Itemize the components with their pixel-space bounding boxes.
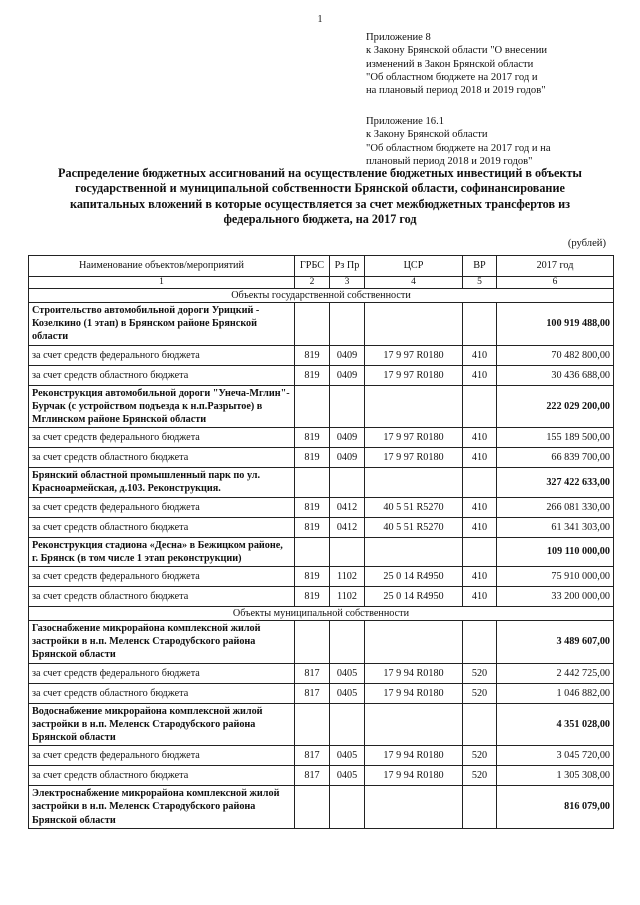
grbs-code: 819 [295, 428, 330, 448]
vr-code: 520 [463, 663, 497, 683]
funding-amount: 70 482 800,00 [497, 345, 614, 365]
funding-row [29, 663, 614, 683]
funding-label: за счет средств областного бюджета [29, 448, 295, 468]
funding-row [29, 766, 614, 786]
object-name: Газоснабжение микрорайона комплексной жилой застройки в н.п. Меленск Стародубского района Брянской области [29, 621, 295, 664]
object-total: 3 489 607,00 [497, 621, 614, 664]
empty-cell [295, 537, 330, 566]
funding-amount: 66 839 700,00 [497, 448, 614, 468]
funding-label: за счет средств областного бюджета [29, 766, 295, 786]
empty-cell [365, 703, 463, 746]
csr-code: 17 9 97 R0180 [365, 365, 463, 385]
funding-label: за счет средств федерального бюджета [29, 428, 295, 448]
funding-label: за счет средств областного бюджета [29, 587, 295, 607]
empty-cell [330, 786, 365, 829]
appendix-8-note [366, 31, 547, 97]
title-line: федерального бюджета, на 2017 год [223, 211, 417, 226]
vr-code: 410 [463, 517, 497, 537]
empty-cell [330, 385, 365, 428]
empty-cell [295, 468, 330, 497]
empty-cell [463, 537, 497, 566]
funding-amount: 1 305 308,00 [497, 766, 614, 786]
funding-label: за счет средств федерального бюджета [29, 567, 295, 587]
grbs-code: 817 [295, 746, 330, 766]
grbs-code: 819 [295, 567, 330, 587]
empty-cell [295, 621, 330, 664]
section-title: Объекты государственной собственности [29, 289, 614, 303]
funding-label: за счет средств областного бюджета [29, 517, 295, 537]
object-total: 100 919 488,00 [497, 303, 614, 346]
funding-label: за счет средств федерального бюджета [29, 663, 295, 683]
empty-cell [463, 703, 497, 746]
rzpr-code: 1102 [330, 587, 365, 607]
vr-code: 520 [463, 766, 497, 786]
page-number: 1 [317, 14, 323, 25]
funding-amount: 2 442 725,00 [497, 663, 614, 683]
empty-cell [365, 385, 463, 428]
csr-code: 17 9 94 R0180 [365, 663, 463, 683]
column-number: 3 [330, 277, 365, 289]
object-total: 222 029 200,00 [497, 385, 614, 428]
header-rzpr: Рз Пр [330, 256, 365, 277]
csr-code: 17 9 97 R0180 [365, 428, 463, 448]
vr-code: 410 [463, 365, 497, 385]
vr-code: 410 [463, 428, 497, 448]
empty-cell [463, 786, 497, 829]
rzpr-code: 0405 [330, 766, 365, 786]
funding-amount: 155 189 500,00 [497, 428, 614, 448]
section-title: Объекты муниципальной собственности [29, 607, 614, 621]
appendix-16-line: Приложение 16.1 [366, 116, 445, 127]
funding-row [29, 345, 614, 365]
funding-row [29, 448, 614, 468]
grbs-code: 819 [295, 587, 330, 607]
empty-cell [365, 537, 463, 566]
section-row [29, 607, 614, 621]
empty-cell [365, 303, 463, 346]
appendix-16-1-note [366, 115, 551, 168]
header-csr: ЦСР [365, 256, 463, 277]
funding-amount: 33 200 000,00 [497, 587, 614, 607]
grbs-code: 819 [295, 448, 330, 468]
funding-label: за счет средств федерального бюджета [29, 746, 295, 766]
empty-cell [295, 385, 330, 428]
vr-code: 410 [463, 567, 497, 587]
grbs-code: 819 [295, 517, 330, 537]
grbs-code: 819 [295, 497, 330, 517]
column-number: 1 [29, 277, 295, 289]
empty-cell [463, 385, 497, 428]
appendix-8-line: "Об областном бюджете на 2017 год и [366, 71, 538, 83]
vr-code: 520 [463, 746, 497, 766]
grbs-code: 817 [295, 766, 330, 786]
empty-cell [295, 303, 330, 346]
vr-code: 410 [463, 587, 497, 607]
rzpr-code: 0409 [330, 365, 365, 385]
header-year: 2017 год [497, 256, 614, 277]
header-vr: ВР [463, 256, 497, 277]
rzpr-code: 0409 [330, 345, 365, 365]
appendix-16-line: "Об областном бюджете на 2017 год и на [366, 142, 551, 154]
funding-row [29, 683, 614, 703]
funding-row [29, 365, 614, 385]
csr-code: 40 5 51 R5270 [365, 497, 463, 517]
funding-amount: 266 081 330,00 [497, 497, 614, 517]
funding-row [29, 567, 614, 587]
funding-label: за счет средств федерального бюджета [29, 345, 295, 365]
object-name: Брянский областной промышленный парк по ул. Красноармейская, д.103. Реконструкция. [29, 468, 295, 497]
vr-code: 410 [463, 448, 497, 468]
rzpr-code: 1102 [330, 567, 365, 587]
object-row [29, 468, 614, 497]
object-total: 109 110 000,00 [497, 537, 614, 566]
funding-row [29, 497, 614, 517]
rzpr-code: 0405 [330, 663, 365, 683]
empty-cell [330, 303, 365, 346]
object-name: Реконструкция стадиона «Десна» в Бежицком районе, г. Брянск (в том числе 1 этап реконструкции) [29, 537, 295, 566]
empty-cell [330, 703, 365, 746]
object-name: Электроснабжение микрорайона комплексной жилой застройки в н.п. Меленск Стародубского района Брянской области [29, 786, 295, 829]
rzpr-code: 0405 [330, 746, 365, 766]
funding-row [29, 428, 614, 448]
empty-cell [365, 468, 463, 497]
appendix-16-line: к Закону Брянской области [366, 129, 488, 141]
funding-label: за счет средств федерального бюджета [29, 497, 295, 517]
csr-code: 17 9 97 R0180 [365, 345, 463, 365]
csr-code: 25 0 14 R4950 [365, 567, 463, 587]
title-line: Распределение бюджетных ассигнований на осуществление бюджетных инвестиций в объекты [58, 166, 582, 180]
empty-cell [463, 468, 497, 497]
funding-amount: 61 341 303,00 [497, 517, 614, 537]
funding-amount: 75 910 000,00 [497, 567, 614, 587]
object-row [29, 537, 614, 566]
object-name: Строительство автомобильной дороги Урицкий - Козелкино (1 этап) в Брянском районе Брянской области [29, 303, 295, 346]
empty-cell [330, 468, 365, 497]
appendix-8-line: изменений в Закон Брянской области [366, 58, 534, 70]
title-line: государственной и муниципальной собственности Брянской области, софинансирование [75, 181, 565, 196]
csr-code: 25 0 14 R4950 [365, 587, 463, 607]
vr-code: 520 [463, 683, 497, 703]
appendix-8-line: Приложение 8 [366, 32, 431, 43]
object-name: Водоснабжение микрорайона комплексной жилой застройки в н.п. Меленск Стародубского района Брянской области [29, 703, 295, 746]
object-row [29, 303, 614, 346]
csr-code: 40 5 51 R5270 [365, 517, 463, 537]
csr-code: 17 9 97 R0180 [365, 448, 463, 468]
column-number: 4 [365, 277, 463, 289]
funding-amount: 3 045 720,00 [497, 746, 614, 766]
object-row [29, 786, 614, 829]
appendix-16-line: плановый период 2018 и 2019 годов" [366, 155, 533, 167]
object-total: 4 351 028,00 [497, 703, 614, 746]
object-row [29, 703, 614, 746]
rzpr-code: 0409 [330, 428, 365, 448]
empty-cell [330, 621, 365, 664]
object-row [29, 385, 614, 428]
rzpr-code: 0409 [330, 448, 365, 468]
rzpr-code: 0412 [330, 497, 365, 517]
grbs-code: 819 [295, 345, 330, 365]
currency-note: (рублей) [567, 238, 606, 249]
title-line: капитальных вложений в которые осуществляется за счет межбюджетных трансфертов из [69, 196, 570, 211]
column-number: 5 [463, 277, 497, 289]
section-row [29, 289, 614, 303]
funding-row [29, 587, 614, 607]
empty-cell [463, 621, 497, 664]
csr-code: 17 9 94 R0180 [365, 683, 463, 703]
funding-label: за счет средств областного бюджета [29, 683, 295, 703]
grbs-code: 817 [295, 663, 330, 683]
column-number: 6 [497, 277, 614, 289]
appendix-8-line: на плановый период 2018 и 2019 годов" [366, 85, 546, 97]
csr-code: 17 9 94 R0180 [365, 766, 463, 786]
object-row [29, 621, 614, 664]
document-title [30, 166, 610, 227]
column-number-row [29, 277, 614, 289]
header-grbs: ГРБС [295, 256, 330, 277]
empty-cell [365, 786, 463, 829]
grbs-code: 819 [295, 365, 330, 385]
appendix-8-line: к Закону Брянской области "О внесении [366, 45, 548, 57]
funding-row [29, 746, 614, 766]
budget-table [28, 255, 614, 829]
csr-code: 17 9 94 R0180 [365, 746, 463, 766]
object-total: 327 422 633,00 [497, 468, 614, 497]
vr-code: 410 [463, 345, 497, 365]
object-name: Реконструкция автомобильной дороги "Унеча-Мглин"-Бурчак (с устройством подъезда к н.п.Разрытое) в Мглинском районе Брянской области [29, 385, 295, 428]
object-total: 816 079,00 [497, 786, 614, 829]
header-name: Наименование объектов/мероприятий [29, 256, 295, 277]
column-number: 2 [295, 277, 330, 289]
vr-code: 410 [463, 497, 497, 517]
empty-cell [330, 537, 365, 566]
empty-cell [295, 703, 330, 746]
funding-amount: 30 436 688,00 [497, 365, 614, 385]
funding-amount: 1 046 882,00 [497, 683, 614, 703]
empty-cell [463, 303, 497, 346]
empty-cell [295, 786, 330, 829]
grbs-code: 817 [295, 683, 330, 703]
rzpr-code: 0412 [330, 517, 365, 537]
empty-cell [365, 621, 463, 664]
funding-row [29, 517, 614, 537]
header-row [29, 256, 614, 277]
funding-label: за счет средств областного бюджета [29, 365, 295, 385]
rzpr-code: 0405 [330, 683, 365, 703]
